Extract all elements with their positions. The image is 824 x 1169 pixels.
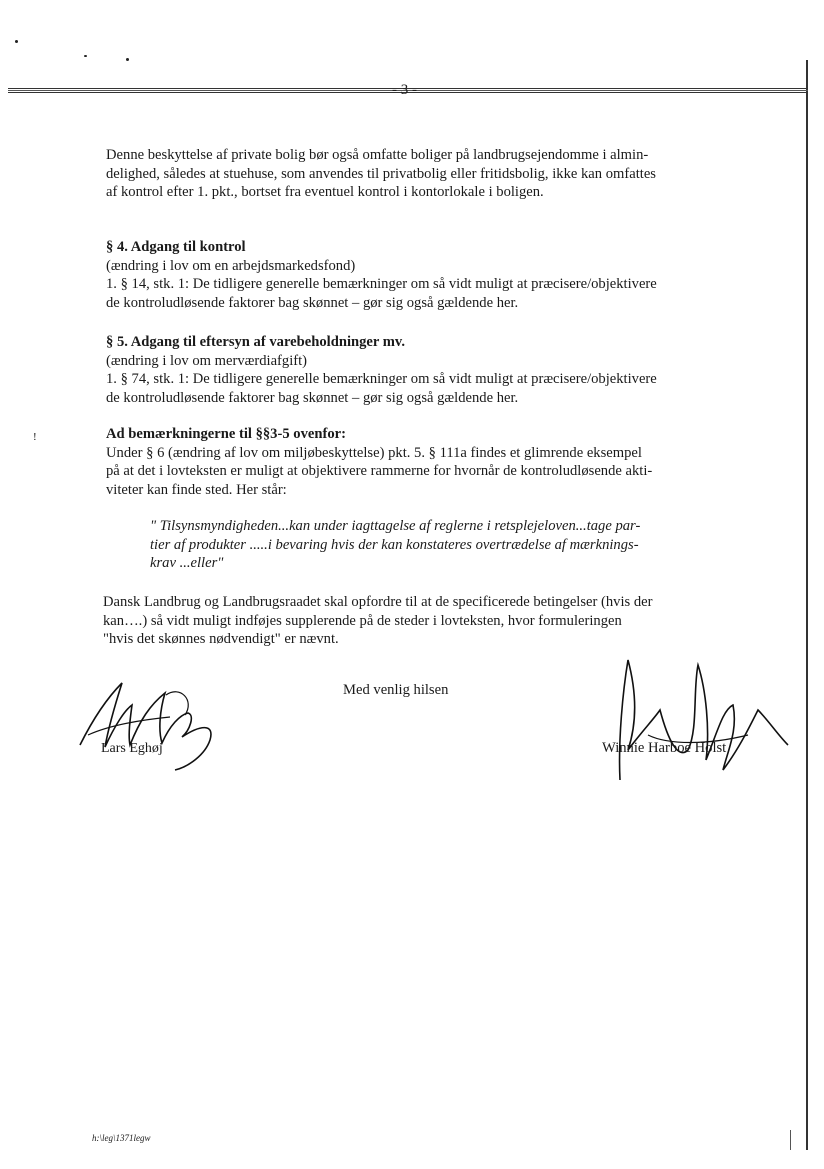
text-line: viteter kan finde sted. Her står:: [106, 481, 287, 498]
section-heading: § 4. Adgang til kontrol: [106, 239, 246, 255]
signature-right: [598, 650, 798, 790]
text-line: de kontroludløsende faktorer bag skønnet – gør sig også gældende her.: [106, 389, 519, 406]
text-line: delighed, således at stuehuse, som anvendes til privatbolig eller fritidsbolig, ikke kan omfattes: [106, 165, 656, 182]
closing-salutation: Med venlig hilsen: [343, 682, 449, 698]
footer-file-reference: h:\leg\1371legw: [92, 1133, 151, 1143]
text-line: Dansk Landbrug og Landbrugsraadet skal opfordre til at de specificerede betingelser (hvis der: [103, 594, 653, 610]
signatory-left-name: Lars Eghøj: [101, 741, 163, 756]
section-4: [106, 238, 657, 312]
section-heading: § 5. Adgang til eftersyn af varebeholdninger mv.: [106, 334, 406, 350]
scan-edge-line: [806, 60, 808, 1150]
quotation: [150, 517, 640, 573]
text-line: Denne beskyttelse af private bolig bør også omfatte boliger på landbrugsejendomme i almin-: [106, 147, 649, 163]
scan-speck: [84, 55, 87, 57]
signatory-right-name: Winnie Harboe Holst: [602, 740, 727, 756]
intro-paragraph: [106, 146, 656, 202]
margin-mark: !: [33, 431, 37, 443]
scan-edge-line: [790, 1130, 791, 1150]
text-line: Under § 6 (ændring af lov om miljøbeskyttelse) pkt. 5. § 111a findes et glimrende eksempel: [106, 444, 642, 461]
text-line: de kontroludløsende faktorer bag skønnet – gør sig også gældende her.: [106, 294, 519, 311]
text-line: 1. § 74, stk. 1: De tidligere generelle bemærkninger om så vidt muligt at præcisere/objektivere: [106, 371, 657, 388]
section-heading: Ad bemærkningerne til §§3-5 ovenfor:: [106, 426, 346, 442]
text-line: kan….) så vidt muligt indføjes supplerende på de steder i lovteksten, hvor formuleringen: [103, 612, 622, 629]
page-number: - 3 -: [392, 82, 417, 98]
signature-left: [70, 675, 230, 775]
text-line: "hvis det skønnes nødvendigt" er nævnt.: [103, 631, 339, 648]
quote-line: tier af produkter .....i bevaring hvis der kan konstateres overtrædelse af mærknings-: [150, 536, 639, 553]
request-paragraph: [103, 593, 653, 649]
quote-line: krav ...eller": [150, 555, 224, 572]
remarks-section: [106, 425, 652, 499]
text-line: 1. § 14, stk. 1: De tidligere generelle bemærkninger om så vidt muligt at præcisere/objektivere: [106, 276, 657, 293]
section-5: [106, 333, 657, 407]
text-line: på at det i lovteksten er muligt at objektivere rammerne for hvornår de kontroludløsende akti-: [106, 463, 653, 480]
scan-speck: [126, 58, 129, 61]
text-line: af kontrol efter 1. pkt., bortset fra eventuel kontrol i kontorlokale i boligen.: [106, 184, 544, 201]
section-subheading: (ændring i lov om en arbejdsmarkedsfond): [106, 257, 356, 274]
quote-line: " Tilsynsmyndigheden...kan under iagttagelse af reglerne i retsplejeloven...tage par-: [150, 518, 641, 534]
section-subheading: (ændring i lov om merværdiafgift): [106, 352, 308, 369]
scan-speck: [15, 40, 18, 43]
